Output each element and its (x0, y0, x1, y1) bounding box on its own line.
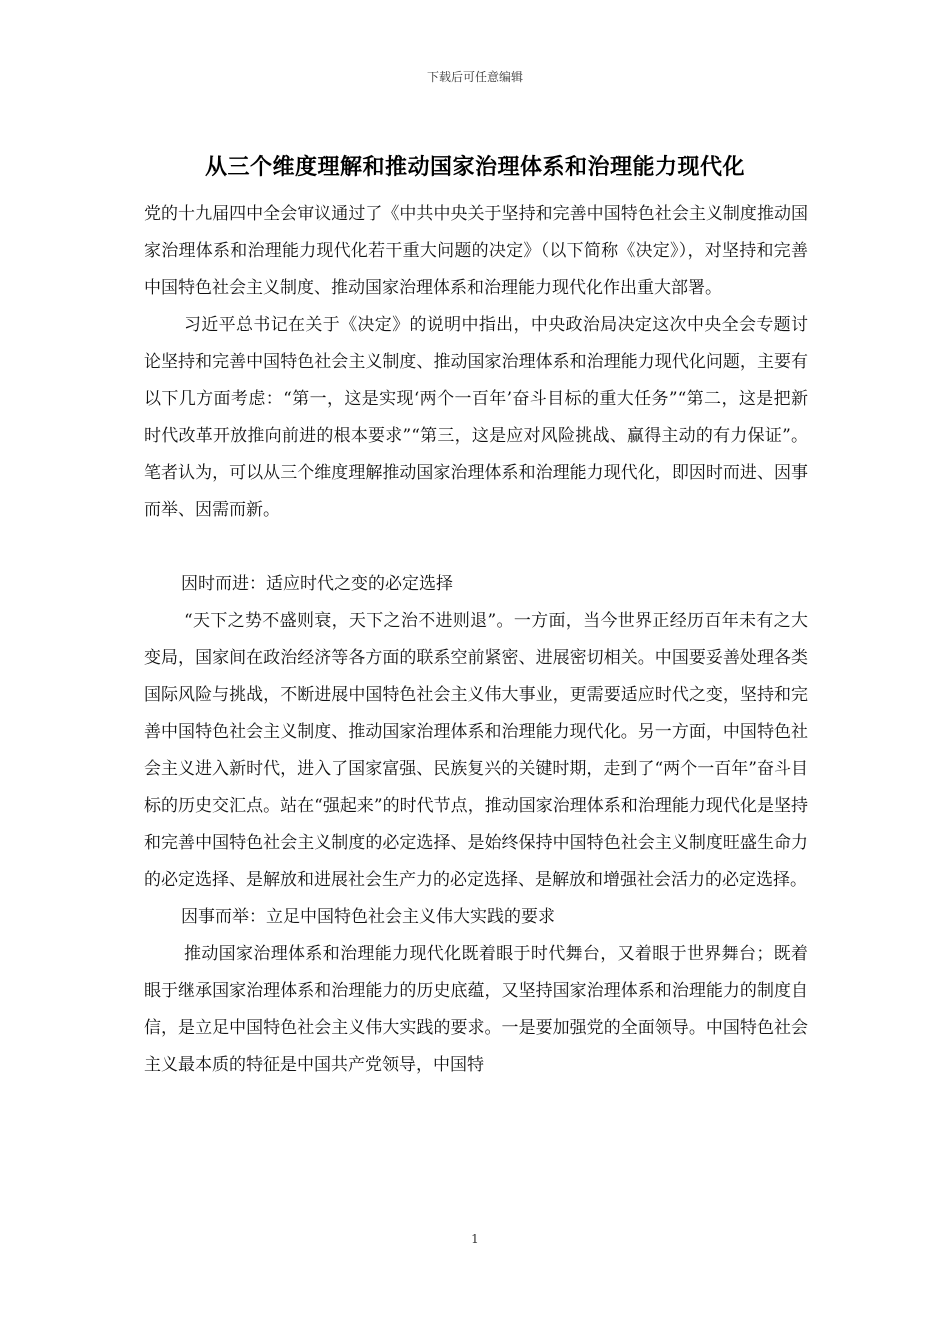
section-paragraph-1: “天下之势不盛则衰，天下之治不进则退”。一方面，当今世界正经历百年未有之大变局，国家间在政治经济等各方面的联系空前紧密、进展密切相关。中国要妥善处理各类国际风险与挑战，不断进展中国特色社会主义伟大事业，更需要适应时代之变，坚持和完善中国特色社会主义制度、推动国家治理体系和治理能力现代化。另一方面，中国特色社会主义进入新时代，进入了国家富强、民族复兴的关键时期，走到了“两个一百年”奋斗目标的历史交汇点。站在“强起来”的时代节点，推动国家治理体系和治理能力现代化是坚持和完善中国特色社会主义制度的必定选择、是始终保持中国特色社会主义制度旺盛生命力的必定选择、是解放和进展社会生产力的必定选择、是解放和增强社会活力的必定选择。 (144, 611, 808, 890)
document-body (144, 196, 808, 1084)
page-number: 1 (471, 1232, 479, 1246)
header-note: 下载后可任意编辑 (426, 70, 523, 84)
document-title: 从三个维度理解和推动国家治理体系和治理能力现代化 (204, 155, 745, 180)
section-paragraph-2: 推动国家治理体系和治理能力现代化既着眼于时代舞台，又着眼于世界舞台；既着眼于继承国家治理体系和治理能力的历史底蕴，又坚持国家治理体系和治理能力的制度自信，是立足中国特色社会主义伟大实践的要求。一是要加强党的全面领导。中国特色社会主义最本质的特征是中国共产党领导，中国特 (144, 944, 808, 1075)
intro-paragraph: 党的十九届四中全会审议通过了《中共中央关于坚持和完善中国特色社会主义制度推动国家治理体系和治理能力现代化若干重大问题的决定》（以下简称《决定》），对坚持和完善中国特色社会主义制度、推动国家治理体系和治理能力现代化作出重大部署。 (144, 204, 808, 298)
blank-line (144, 529, 808, 566)
explanation-paragraph: 习近平总书记在关于《决定》的说明中指出，中央政治局决定这次中央全会专题讨论坚持和完善中国特色社会主义制度、推动国家治理体系和治理能力现代化问题，主要有以下几方面考虑：“第一，这是实现‘两个一百年’奋斗目标的重大任务”“第二，这是把新时代改革开放推向前进的根本要求”“第三，这是应对风险挑战、赢得主动的有力保证”。笔者认为，可以从三个维度理解推动国家治理体系和治理能力现代化，即因时而进、因事而举、因需而新。 (144, 315, 808, 520)
section-heading-1: 因时而进：适应时代之变的必定选择 (181, 574, 453, 594)
section-heading-2: 因事而举：立足中国特色社会主义伟大实践的要求 (181, 907, 555, 927)
